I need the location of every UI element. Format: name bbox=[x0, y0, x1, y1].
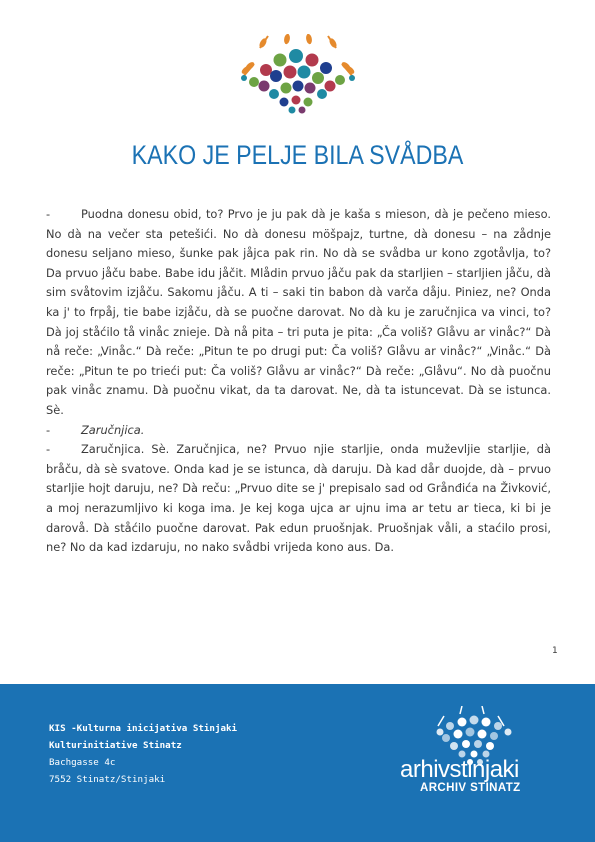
dialogue-dash: - bbox=[46, 422, 51, 437]
brand-subtitle: ARCHIV STINATZ bbox=[420, 782, 521, 794]
org-name-german: Kulturinitiative Stinatz bbox=[49, 740, 182, 751]
dialogue-dash: - bbox=[46, 207, 51, 221]
archive-logo-icon bbox=[236, 34, 360, 114]
footer-address bbox=[49, 720, 237, 788]
paragraph-text: Zaručnjica. bbox=[81, 422, 145, 437]
street-address: Bachgasse 4c bbox=[49, 757, 116, 768]
document-body bbox=[46, 205, 551, 558]
paragraph-3 bbox=[46, 440, 551, 558]
brand-part-1: arhiv bbox=[400, 756, 450, 783]
page-title: KAKO JE PELJE BILA SVÅDBA bbox=[131, 140, 464, 170]
grape-circles bbox=[241, 49, 355, 114]
org-name: KIS -Kulturna inicijativa Stinjaki bbox=[49, 723, 238, 734]
page-number: 1 bbox=[552, 646, 558, 656]
paragraph-1 bbox=[46, 205, 551, 421]
brand-wordmark bbox=[400, 756, 519, 784]
brand-part-2: stinjaki bbox=[449, 756, 519, 783]
paragraph-text: Puodna donesu obid, to? Prvo je ju pak dà je kaša s mieson, dà je pečeno mieso. No dà na večer sta petešići. No dà donesu möšpajz, turtne, dà donesu – na zådnje donesu seljano mieso, šunke pak jåjca pak rin. No dà se svådba ur kono zgotåvlja, to? Da prvuo jåču babe. Babe idu jåčit. Mlådin prvuo jåču pak da starljien – starljien jåču, dà sim svåtovim izjåču. Sakomu jåču. A ti – saki tin babon dà varča dåju. Piniez, ne? Onda ka j' to frpåj, tie babe izjåču, dà se puočne darovat. No dà ku je zaručnjica va vinci, to? Dà joj ståćilo tå vinåc znieje. Dà nå pita – tri puta je pita: „Ča voliš? Glåvu ar vinåc?“ Dà nå reče: „Vinåc.“ Dà reče: „Pitun te po drugi put: Ča voliš? Glåvu ar vinåc?“ „Vinåc.“ Dà reče: „Pitun te po trieći put: Ča voliš? Glåvu ar vinåc?“ Dà reče: „Glåvu“. No dà puočnu pak vinåc znamu. Dà puočnu vikat, da ta darovat. Ne, dà ta istuncevat. Dà se istunca. Sè. bbox=[46, 207, 551, 417]
dialogue-dash: - bbox=[46, 442, 51, 457]
footer bbox=[0, 684, 595, 842]
paragraph-2 bbox=[46, 421, 551, 441]
paragraph-text: Zaručnjica. Sè. Zaručnjica, ne? Prvuo njie starljie, onda muževljie starljie, dà bråču, dà sè svatove. Onda kad je se istunca, dà daruju. Dà kad dår duojde, dà – prvuo starljie hojt daruju, ne? Dà reču: „Prvuo dite se j' prepisalo sad od Grånđića na Živković, a moj nerazumljivo ki koga ima. Je kej koga ujca ar ujnu ima ar tetu ar tieca, ki bi je darovå. Dà ståćilo puočne darovat. Pak edun pruošnjak. Pruošnjak våli, a staćilo prosi, ne? No da kad izdaruju, no nako svådbi vrijeda kono aus. Da. bbox=[46, 442, 551, 555]
city-address: 7552 Stinatz/Stinjaki bbox=[49, 774, 166, 785]
